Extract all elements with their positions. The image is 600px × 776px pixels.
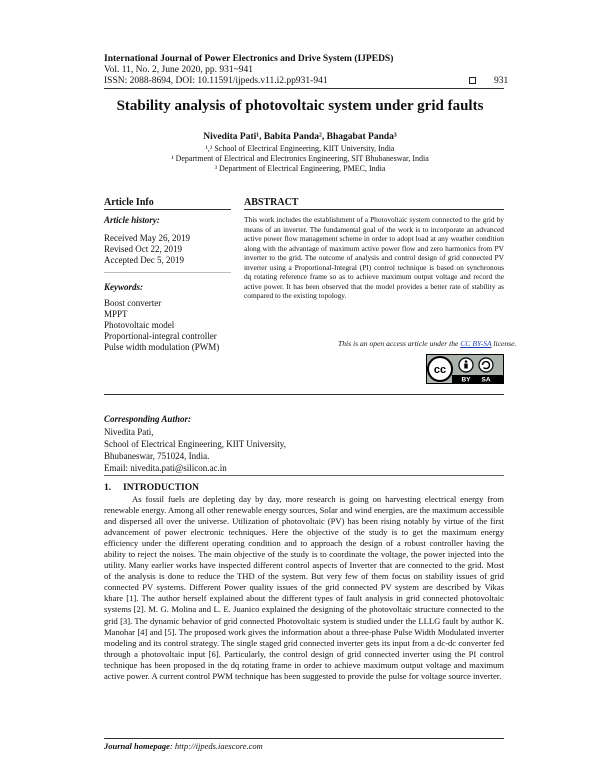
journal-title: International Journal of Power Electronics and Drive System (IJPEDS) (104, 54, 394, 64)
abstract-rule (244, 209, 504, 210)
cc-by-sa-badge[interactable] (426, 354, 504, 384)
history-heading: Article history: (104, 215, 160, 225)
cc-symbol: cc (433, 364, 447, 376)
homepage-url[interactable]: : http://ijpeds.iaescore.com (169, 741, 263, 751)
corresponding-heading: Corresponding Author: (104, 414, 191, 424)
header-rule (104, 88, 504, 89)
affiliation-1: ¹,² School of Electrical Engineering, KIIT University, India (205, 144, 395, 153)
license-link[interactable]: CC BY-SA (460, 339, 492, 348)
keywords-heading: Keywords: (104, 282, 143, 292)
abstract-text: This work includes the establishment of a Photovoltaic system connected to the grid by means of an inverter. The fundamental goal of the work is to incorporate an advanced active power flow management scheme in order to adopt load at any weather condition along with the advantage of maximum active power flow and zero harmonics from PV inverter to the grid. The outcome of analysis and control design of grid connected PV inverter using a Proportional-Integral (PI) control technique is based on synchronous dq rotating reference frame so as to achieve maximum output voltage and record the active power. It has been observed that the model provides a better rate of stability as compared to the existing topology. (244, 215, 504, 301)
keyword-item: MPPT (104, 309, 128, 319)
journal-homepage (104, 741, 263, 751)
page-number: 931 (494, 76, 509, 86)
accepted-date: Accepted Dec 5, 2019 (104, 255, 184, 265)
corresponding-city: Bhubaneswar, 751024, India. (104, 451, 210, 461)
corresponding-school: School of Electrical Engineering, KIIT University, (104, 439, 286, 449)
abstract-heading: ABSTRACT (244, 197, 299, 208)
license-note (338, 339, 516, 348)
corresponding-email: Email: nivedita.pati@silicon.ac.in (104, 463, 227, 473)
corresponding-rule (104, 475, 504, 476)
article-info-rule (104, 209, 231, 210)
license-prefix: This is an open access article under the (338, 339, 461, 348)
license-suffix: license. (491, 339, 517, 348)
keyword-item: Photovoltaic model (104, 320, 175, 330)
corresponding-name: Nivedita Pati, (104, 427, 154, 437)
cc-license-icon (426, 354, 504, 384)
abstract-bottom-rule (104, 394, 504, 395)
cc-sa-label: SA (481, 376, 491, 384)
keyword-item: Pulse width modulation (PWM) (104, 342, 220, 352)
paper-authors: Nivedita Pati¹, Babita Panda², Bhagabat Panda³ (203, 132, 397, 142)
keyword-item: Boost converter (104, 298, 162, 308)
journal-issn-doi: ISSN: 2088-8694, DOI: 10.11591/ijpeds.v11.i2.pp931-941 (104, 76, 328, 86)
affiliation-3: ³ Department of Electrical Engineering, PMEC, India (214, 164, 386, 173)
paper-title: Stability analysis of photovoltaic system under grid faults (116, 98, 484, 114)
affiliation-2: ¹ Department of Electrical and Electronics Engineering, SIT Bhubaneswar, India (171, 154, 429, 163)
homepage-label: Journal homepage (104, 741, 170, 751)
keyword-item: Proportional-integral controller (104, 331, 217, 341)
article-info-heading: Article Info (104, 197, 154, 208)
introduction-paragraph: As fossil fuels are depleting day by day, more research is going on harvesting electrical energy from renewable energy. Among all other renewable energy sources, Solar and wind energies, are the maximum accessible and dispersed all over the universe. Utilization of photovoltaic (PV) has been rising notably by virtue of the first advancement of power electronic techniques. Here the objective of the study is to get the maximum energy efficiency under the different operating condition and to approach the design of a robust controller having the ability to reject the noises. The main objective of the study is to coordinate the voltage, the power injected into the utility. Many earlier works have inspected different control aspects of Inverter that are connected to the grid. Most of the analysis is done to reduce the THD of the system. But very few of them focus on stability issues of grid connected PV systems. Different Power quality issues of the grid connected PV system are described by Vikas khare [1]. The author herself explained about the different types of fault analysis in grid connected photovoltaic systems [2]. M. G. Molina and L. E. Juanico explained the designing of the photovoltaic structure connected to the grid [3]. The dynamic behavior of grid connected Photovoltaic system is studied under the LLLG fault by author K. Manohar [4] and [5]. The proposed work gives the information about a three-phase Pulse Width Modulated inverter modeling and its control strategy. The single staged grid connected inverter gets its input from a dc-dc converter fed through a photovoltaic input [6]. Particularly, the control design of grid connected inverter using the PI control technique has been proposed in the dq rotating frame in order to achieve maximum output voltage and maximum active power. A current control PWM technique has been suggested to provide the pulse for voltage source inverter. (104, 494, 504, 681)
footer-rule (104, 738, 504, 739)
revised-date: Revised Oct 22, 2019 (104, 244, 182, 254)
info-divider (104, 272, 231, 273)
introduction-body (104, 494, 504, 682)
cc-by-label: BY (461, 376, 471, 384)
introduction-heading: 1. INTRODUCTION (104, 483, 200, 493)
received-date: Received May 26, 2019 (104, 233, 190, 243)
page-box-icon (469, 77, 476, 84)
journal-volume: Vol. 11, No. 2, June 2020, pp. 931~941 (104, 65, 253, 75)
